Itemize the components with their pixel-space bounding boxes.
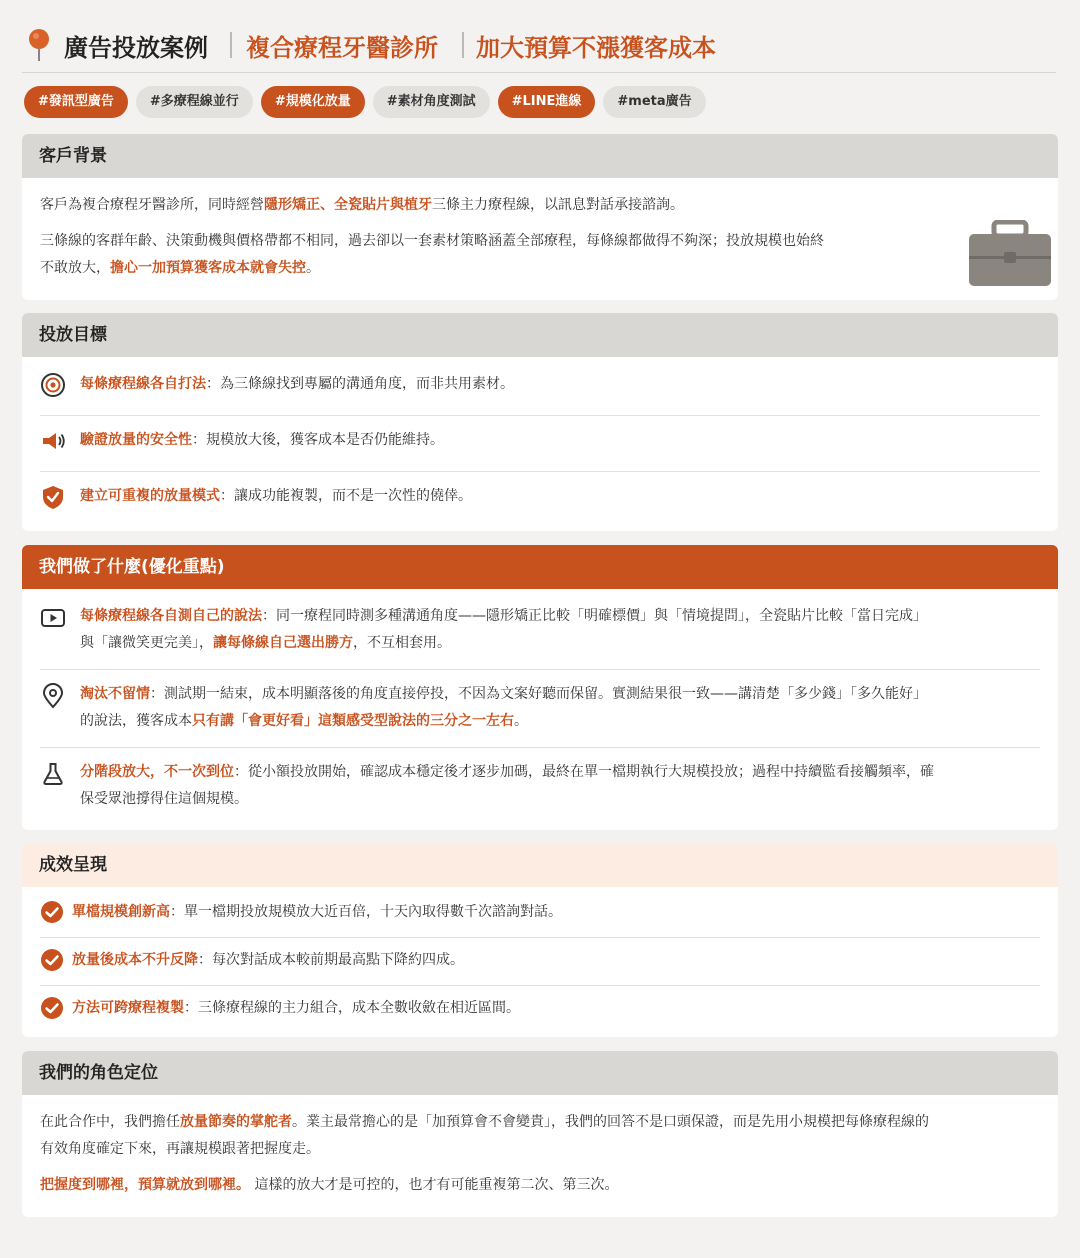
text-run: ：讓成功能複製，而不是一次性的僥倖。 [220,488,472,504]
briefcase-icon [968,220,1052,288]
text-run: ：單一檔期投放規模放大近百倍，十天內取得數千次諮詢對話。 [170,904,562,920]
background-paragraph-2 [40,228,960,282]
check-circle-icon [40,996,64,1020]
action-item [40,603,1040,659]
result-item [40,899,1040,927]
section-results [22,843,1058,1037]
text-run: ：為三條線找到專屬的溝通角度，而非共用素材。 [206,376,514,392]
highlight-text: 方法可跨療程複製 [72,1000,184,1016]
tag-chip[interactable]: #多療程線並行 [136,86,253,118]
role-text [40,1109,1044,1199]
action-text [80,759,1040,813]
text-run: ：同一療程同時測多種溝通角度——隱形矯正比較「明確標價」與「情境提問」，全瓷貼片比較「當日完成」 [262,608,927,624]
highlight-text: 驗證放量的安全性 [80,432,192,448]
tag-chip[interactable]: #LINE進線 [498,86,596,118]
case-headline: 加大預算不漲獲客成本 [476,34,716,62]
client-type-title: 複合療程牙醫診所 [246,34,438,62]
highlight-text: 每條療程線各自測自己的說法 [80,608,262,624]
section-heading: 成效呈現 [22,843,1058,887]
action-item [40,759,1040,815]
role-paragraph-1 [40,1109,1044,1163]
text-run: 與「讓微笑更完美」， [80,635,213,651]
flask-icon [40,761,66,787]
check-circle-icon [40,948,64,972]
tag-list [24,86,706,118]
text-run: 。 [306,260,320,276]
text-run: ：從小額投放開始，確認成本穩定後才逐步加碼，最終在單一檔期執行大規模投放；過程中持續監看接觸頻率，確 [234,764,934,780]
goal-item [40,483,1040,511]
section-our-role [22,1051,1058,1217]
highlight-text: 放量節奏的掌舵者 [180,1114,292,1130]
map-pin-icon [26,28,52,62]
page-title: 廣告投放案例 [64,34,208,62]
text-run: ：規模放大後，獲客成本是否仍能維持。 [192,432,444,448]
megaphone-icon [40,428,66,454]
action-item [40,681,1040,737]
section-heading: 我們的角色定位 [22,1051,1058,1095]
goal-item [40,427,1040,455]
highlight-text: 建立可重複的放量模式 [80,488,220,504]
page-header [22,22,1056,73]
text-run: 不敢放大， [40,260,110,276]
text-run: ，不互相套用。 [353,635,451,651]
text-run: 三條線的客群年齡、決策動機與價格帶都不相同，過去卻以一套素材策略涵蓋全部療程，每條線都做得不夠深；投放規模也始終 [40,233,824,249]
divider [40,415,1040,416]
title-separator [230,32,232,58]
highlight-text: 隱形矯正、全瓷貼片與植牙 [264,197,432,213]
background-paragraph-1 [40,192,960,219]
text-run: ：測試期一結束，成本明顯落後的角度直接停投，不因為文案好聽而保留。實測結果很一致——講清楚「多少錢」「多久能好」 [150,686,927,702]
text-run: 有效角度確定下來，再讓規模跟著把握度走。 [40,1141,320,1157]
highlight-text: 每條療程線各自打法 [80,376,206,392]
highlight-text: 擔心一加預算獲客成本就會失控 [110,260,306,276]
highlight-text: 只有講「會更好看」這類感受型說法的三分之一左右 [192,713,514,729]
tag-chip[interactable]: #規模化放量 [261,86,365,118]
result-item [40,995,1040,1023]
text-run: 這樣的放大才是可控的，也才有可能重複第二次、第三次。 [250,1177,619,1193]
section-heading: 投放目標 [22,313,1058,357]
divider [40,937,1040,938]
background-text [40,192,960,282]
shield-check-icon [40,484,66,510]
divider [40,985,1040,986]
role-paragraph-2 [40,1172,1044,1199]
check-circle-icon [40,900,64,924]
text-run: 的說法，獲客成本 [80,713,192,729]
text-run: 三條主力療程線，以訊息對話承接諮詢。 [432,197,684,213]
result-text [72,947,1040,974]
target-icon [40,372,66,398]
goal-text [80,483,1040,510]
text-run: 。業主最常擔心的是「加預算會不會變貴」，我們的回答不是口頭保證，而是先用小規模把每條療程線的 [292,1114,929,1130]
goal-text [80,371,1040,398]
text-run: 保受眾池撐得住這個規模。 [80,791,248,807]
text-run: ：三條療程線的主力組合，成本全數收斂在相近區間。 [184,1000,520,1016]
location-pin-icon [40,683,66,709]
divider [40,669,1040,670]
text-run: 在此合作中，我們擔任 [40,1114,180,1130]
text-run: 。 [514,713,528,729]
text-run: ：每次對話成本較前期最高點下降約四成。 [198,952,464,968]
section-heading: 客戶背景 [22,134,1058,178]
text-run: 客戶為複合療程牙醫診所，同時經營 [40,197,264,213]
highlight-text: 淘汰不留情 [80,686,150,702]
result-text [72,899,1040,926]
divider [40,747,1040,748]
title-separator [462,32,464,58]
goal-text [80,427,1040,454]
result-text [72,995,1040,1022]
section-heading: 我們做了什麼(優化重點) [22,545,1058,589]
tag-chip[interactable]: #素材角度測試 [373,86,490,118]
goal-item [40,371,1040,399]
video-play-icon [40,605,66,631]
divider [40,471,1040,472]
highlight-text: 分階段放大，不一次到位 [80,764,234,780]
action-text [80,681,1040,735]
highlight-text: 放量後成本不升反降 [72,952,198,968]
highlight-text: 把握度到哪裡，預算就放到哪裡。 [40,1177,250,1193]
section-client-background [22,134,1058,300]
highlight-text: 讓每條線自己選出勝方 [213,635,353,651]
result-item [40,947,1040,975]
tag-chip[interactable]: #發訊型廣告 [24,86,128,118]
action-text [80,603,1040,657]
section-goals [22,313,1058,531]
tag-chip[interactable]: #meta廣告 [603,86,705,118]
highlight-text: 單檔規模創新高 [72,904,170,920]
section-what-we-did [22,545,1058,830]
